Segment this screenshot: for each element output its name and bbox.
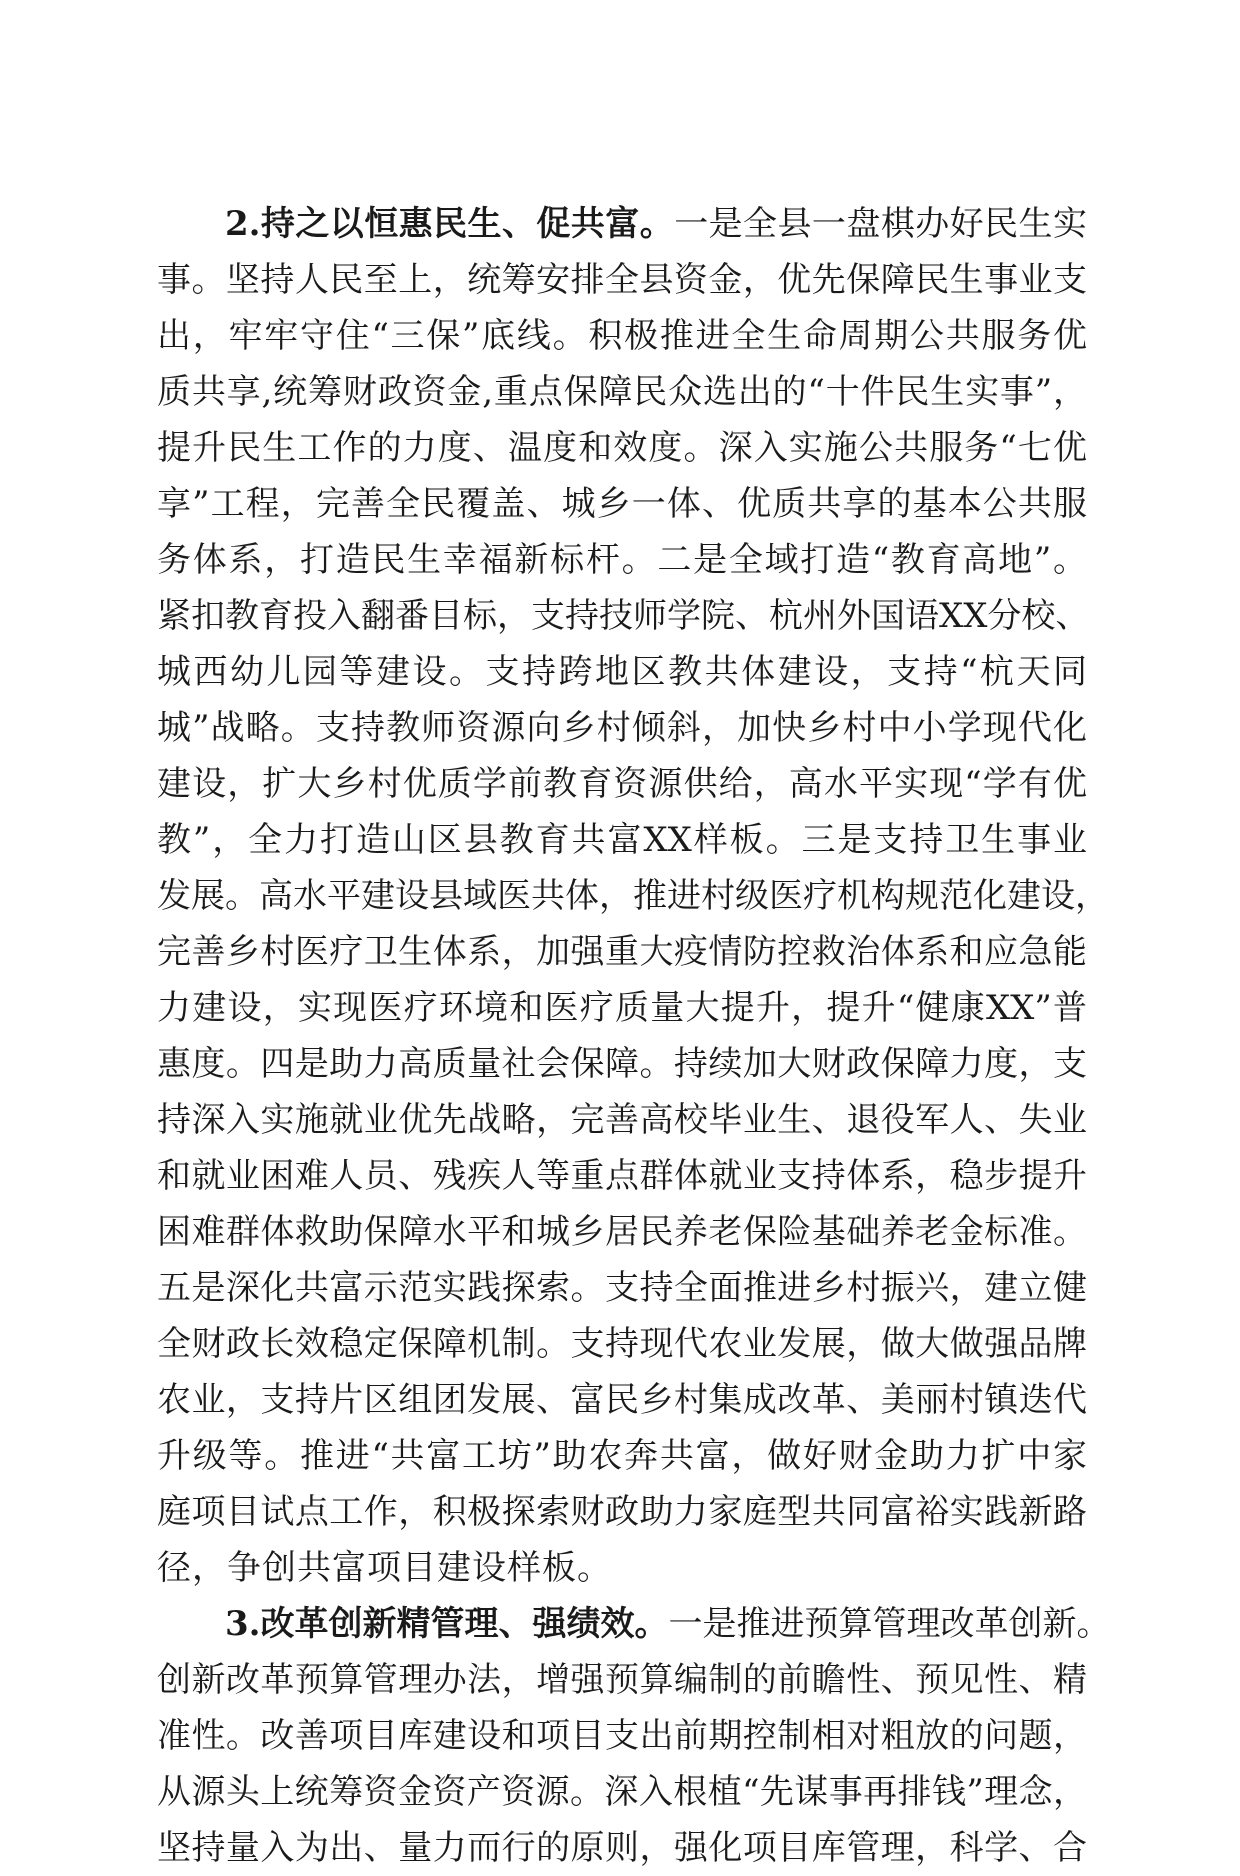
section3-first-line — [157, 1596, 1111, 1652]
section3-heading: 3.改革创新精管理、强绩效。 — [225, 1604, 669, 1644]
section2-line: 享”工程，完善全民覆盖、城乡一体、优质共享的基本公共服 — [157, 484, 1087, 524]
document-body — [157, 196, 1111, 1876]
section2-line: 完善乡村医疗卫生体系，加强重大疫情防控救治体系和应急能 — [157, 932, 1087, 972]
section2-line: 农业，支持片区组团发展、富民乡村集成改革、美丽村镇迭代 — [157, 1380, 1087, 1420]
section2-line: 教”，全力打造山区县教育共富XX样板。三是支持卫生事业 — [157, 820, 1087, 860]
section2-line: 惠度。四是助力高质量社会保障。持续加大财政保障力度，支 — [157, 1044, 1087, 1084]
section2-line: 务体系，打造民生幸福新标杆。二是全域打造“教育高地”。 — [157, 540, 1087, 580]
section3-line: 坚持量入为出、量力而行的原则，强化项目库管理，科学、合 — [157, 1828, 1087, 1868]
section2-first-line — [157, 196, 1087, 252]
section2-line: 升级等。推进“共富工坊”助农奔共富，做好财金助力扩中家 — [157, 1436, 1087, 1476]
section2-line: 困难群体救助保障水平和城乡居民养老保险基础养老金标准。 — [157, 1212, 1087, 1252]
section2-line: 径，争创共富项目建设样板。 — [157, 1548, 612, 1588]
section2-line: 庭项目试点工作，积极探索财政助力家庭型共同富裕实践新路 — [157, 1492, 1087, 1532]
section2-heading: 2.持之以恒惠民生、促共富。 — [225, 204, 675, 244]
section3-line: 准性。改善项目库建设和项目支出前期控制相对粗放的问题， — [157, 1716, 1087, 1756]
section2-line: 城西幼儿园等建设。支持跨地区教共体建设，支持“杭天同 — [157, 652, 1087, 692]
section2-line: 提升民生工作的力度、温度和效度。深入实施公共服务“七优 — [157, 428, 1087, 468]
section2-line: 发展。高水平建设县域医共体，推进村级医疗机构规范化建设， — [157, 876, 1109, 916]
section2-line: 质共享,统筹财政资金,重点保障民众选出的“十件民生实事”， — [157, 372, 1087, 412]
section3-line: 从源头上统筹资金资产资源。深入根植“先谋事再排钱”理念， — [157, 1772, 1087, 1812]
section2-line: 全财政长效稳定保障机制。支持现代农业发展，做大做强品牌 — [157, 1324, 1087, 1364]
section2-line: 紧扣教育投入翻番目标，支持技师学院、杭州外国语XX分校、 — [157, 596, 1090, 636]
section3-line: 一是推进预算管理改革创新。 — [668, 1604, 1111, 1644]
section2-line: 建设，扩大乡村优质学前教育资源供给，高水平实现“学有优 — [157, 764, 1087, 804]
section3-line: 创新改革预算管理办法，增强预算编制的前瞻性、预见性、精 — [157, 1660, 1087, 1700]
section2-line: 持深入实施就业优先战略，完善高校毕业生、退役军人、失业 — [157, 1100, 1087, 1140]
section2-line: 城”战略。支持教师资源向乡村倾斜，加快乡村中小学现代化 — [157, 708, 1087, 748]
section2-line: 出，牢牢守住“三保”底线。积极推进全生命周期公共服务优 — [157, 316, 1087, 356]
section2-line: 事。坚持人民至上，统筹安排全县资金，优先保障民生事业支 — [157, 260, 1087, 300]
section2-line: 一是全县一盘棋办好民生实 — [674, 204, 1087, 244]
section2-line: 力建设，实现医疗环境和医疗质量大提升，提升“健康XX”普 — [157, 988, 1087, 1028]
section2-line: 五是深化共富示范实践探索。支持全面推进乡村振兴，建立健 — [157, 1268, 1087, 1308]
section2-line: 和就业困难人员、残疾人等重点群体就业支持体系，稳步提升 — [157, 1156, 1087, 1196]
